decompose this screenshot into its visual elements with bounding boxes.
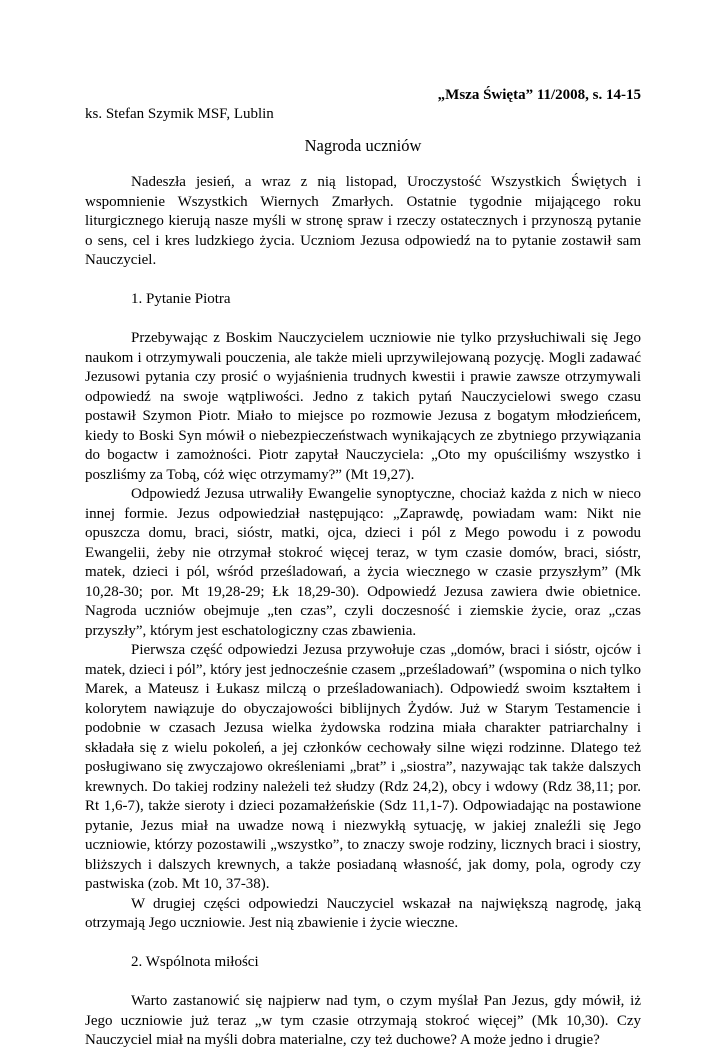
section1-paragraph-3: Pierwsza część odpowiedzi Jezusa przywołuje czas „domów, braci i sióstr, ojców i matek, dzieci i pól”, który jest jednocześnie czasem „prześladowań” (wspomina o nich tylko Marek, a Mateusz i Łukasz milczą o prześladowaniach). Odpowiedź swoim kształtem i kolorytem nawiązuje do obyczajowości biblijnych Żydów. Już w Starym Testamencie i podobnie w czasach Jezusa wielka żydowska rodzina miała charakter patriarchalny i składała się z wielu pokoleń, a jej członków cechowały silne więzi rodzinne. Dlatego też posługiwano się zwyczajowo określeniami „brat” i „siostra”, nazywając tak także dalszych krewnych. Do takiej rodziny należeli też słudzy (Rdz 24,2), obcy i wdowy (Rdz 38,11; por. Rt 1,6-7), także sieroty i dzieci pozamałżeńskie (Sdz 11,1-7). Odpowiadając na postawione pytanie, Jezus miał na uwadze nową i niezwykłą sytuację, w jakiej znaleźli się Jego uczniowie, którzy pozostawili „wszystko”, to znaczy swoje rodziny, licznych braci i siostry, bliższych i dalszych krewnych, a także posiadaną własność, jak domy, pola, ogrody czy pastwiska (zob. Mt 10, 37-38). xyxy=(85,642,641,892)
spacer xyxy=(85,973,641,993)
section2-paragraph-1: Warto zastanowić się najpierw nad tym, o czym myślał Pan Jezus, gdy mówił, iż Jego uczniowie już teraz „w tym czasie otrzymają stokroć więcej” (Mk 10,30). Czy Nauczyciel miał na myśli dobra materialne, czy też duchowe? A może jedno i drugie? xyxy=(85,993,641,1048)
section-heading-2: 2. Wspólnota miłości xyxy=(131,954,259,970)
article-body xyxy=(85,173,641,1051)
spacer xyxy=(85,934,641,954)
section1-paragraph-4: W drugiej części odpowiedzi Nauczyciel wskazał na największą nagrodę, jaką otrzymają Jego uczniowie. Jest nią zbawienie i życie wieczne. xyxy=(85,895,641,931)
article-title: Nagroda uczniów xyxy=(304,136,422,155)
author-line: ks. Stefan Szymik MSF, Lublin xyxy=(85,106,274,122)
section1-paragraph-1: Przebywając z Boskim Nauczycielem uczniowie nie tylko przysłuchiwali się Jego naukom i otrzymywali pouczenia, ale także mieli uprzywilejowaną pozycję. Mogli zadawać Jezusowi pytania czy prosić o wyjaśnienia trudnych kwestii i prawie zawsze otrzymywali odpowiedź na swoje wątpliwości. Jedno z takich pytań Nauczycielowi swego czasu postawił Szymon Piotr. Miało to miejsce po rozmowie Jezusa z bogatym młodzieńcem, kiedy to Boski Syn mówił o niebezpieczeństwach wynikających ze zbytniego przywiązania do bogactw i zamożności. Piotr zapytał Nauczyciela: „Oto my opuściliśmy wszystko i poszliśmy za Tobą, cóż więc otrzymamy?” (Mt 19,27). xyxy=(85,330,641,483)
spacer xyxy=(85,271,641,291)
publication-source: „Msza Święta” 11/2008, s. 14-15 xyxy=(437,87,641,103)
spacer xyxy=(85,310,641,330)
intro-paragraph: Nadeszła jesień, a wraz z nią listopad, Uroczystość Wszystkich Świętych i wspomnienie Wszystkich Wiernych Zmarłych. Ostatnie tygodnie mijającego roku liturgicznego kierują nasze myśli w stronę spraw i rzeczy ostatecznych i przynoszą pytanie o sens, cel i kres ludzkiego życia. Uczniom Jezusa odpowiedź na to pytanie zostawił sam Nauczyciel. xyxy=(85,174,641,268)
section-heading-1: 1. Pytanie Piotra xyxy=(131,291,231,307)
section1-paragraph-2: Odpowiedź Jezusa utrwaliły Ewangelie synoptyczne, chociaż każda z nich w nieco innej formie. Jezus odpowiedział następująco: „Zaprawdę, powiadam wam: Nikt nie opuszcza domu, braci, sióstr, matki, ojca, dzieci i pól z Mego powodu i z powodu Ewangelii, żeby nie otrzymał stokroć więcej teraz, w tym czasie domów, braci, sióstr, matek, dzieci i pól, wśród prześladowań, a życia wiecznego w czasie przyszłym” (Mk 10,28-30; por. Mt 19,28-29; Łk 18,29-30). Odpowiedź Jezusa zawiera dwie obietnice. Nagroda uczniów obejmuje „ten czas”, czyli doczesność i ziemskie życie, oraz „czas przyszły”, którym jest eschatologiczny czas zbawienia. xyxy=(85,486,641,639)
